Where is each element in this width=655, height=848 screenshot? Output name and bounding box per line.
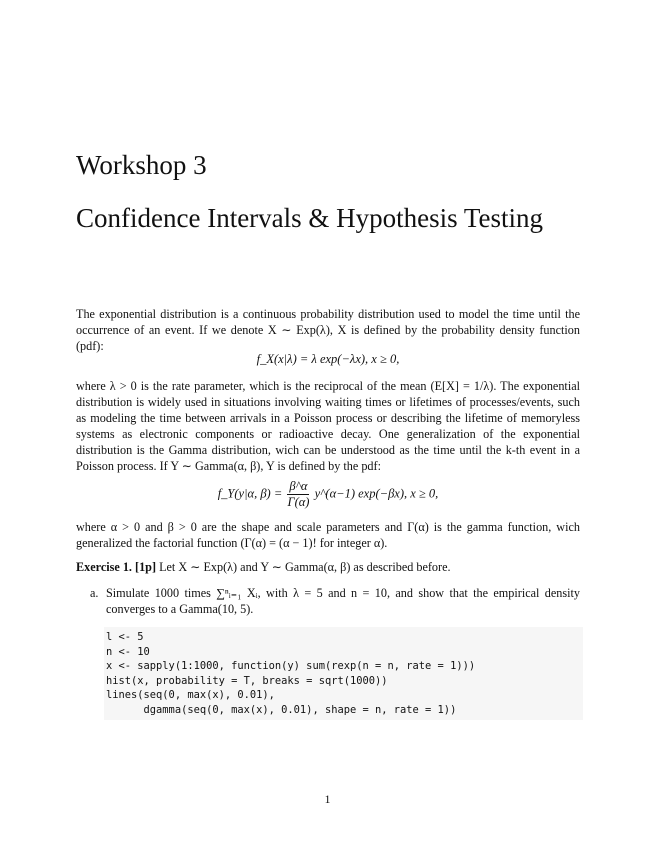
- section-title: Confidence Intervals & Hypothesis Testing: [76, 203, 544, 233]
- item-text: Simulate 1000 times ∑ⁿᵢ₌₁ Xᵢ, with λ = 5 and n = 10, and show that the empirical density converges to a Gamma(10, 5).: [106, 586, 580, 616]
- exponential-pdf-equation: f_X(x|λ) = λ exp(−λx), x ≥ 0,: [256, 352, 400, 366]
- page-number: 1: [324, 792, 331, 806]
- code-line: lines(seq(0, max(x), 0.01),: [106, 689, 275, 702]
- code-line: l <- 5: [106, 631, 144, 643]
- item-marker: a.: [90, 586, 99, 600]
- page-title: Workshop 3: [76, 150, 207, 180]
- code-line: dgamma(seq(0, max(x), 0.01), shape = n, rate = 1)): [106, 703, 457, 716]
- equation-lhs: f_Y(y|α, β) =: [217, 486, 283, 501]
- code-line: hist(x, probability = T, breaks = sqrt(1000)): [106, 674, 388, 687]
- equation-rhs: y^(α−1) exp(−βx), x ≥ 0,: [314, 486, 439, 501]
- exercise-item-a: [90, 585, 580, 617]
- intro-paragraph: The exponential distribution is a continuous probability distribution used to model the time until the occurrence of an event. If we denote X ∼ Exp(λ), X is defined by the probability density function (pdf):: [76, 307, 580, 353]
- exercise-points: [1p]: [135, 560, 157, 574]
- gamma-pdf-equation: [76, 479, 580, 519]
- exercise-text: Let X ∼ Exp(λ) and Y ∼ Gamma(α, β) as described before.: [156, 560, 451, 574]
- exercise-label: Exercise 1.: [76, 560, 132, 574]
- code-line: x <- sapply(1:1000, function(y) sum(rexp(n = n, rate = 1))): [106, 660, 476, 673]
- explanation-paragraph: where λ > 0 is the rate parameter, which is the reciprocal of the mean (E[X] = 1/λ). The exponential distribution is widely used in situations involving waiting times or lifetimes of processes/events, such as modeling the time between arrivals in a Poisson process or describing the lifetime of memoryless systems as electronic components or radioactive decay. One generalization of the exponential distribution is the Gamma distribution, wich can be understood as the time until the k-th event in a Poisson process. If Y ∼ Gamma(α, β), Y is defined by the pdf:: [76, 379, 580, 473]
- fraction-denominator: Γ(α): [287, 495, 310, 509]
- parameters-paragraph: where α > 0 and β > 0 are the shape and scale parameters and Γ(α) is the gamma function, wich generalized the factorial function (Γ(α) = (α − 1)! for integer α).: [76, 520, 580, 550]
- equation-fraction: [287, 479, 309, 510]
- code-block: [104, 627, 583, 720]
- exercise-heading: [76, 560, 580, 575]
- code-line: n <- 10: [106, 645, 150, 658]
- fraction-numerator: β^α: [289, 479, 308, 493]
